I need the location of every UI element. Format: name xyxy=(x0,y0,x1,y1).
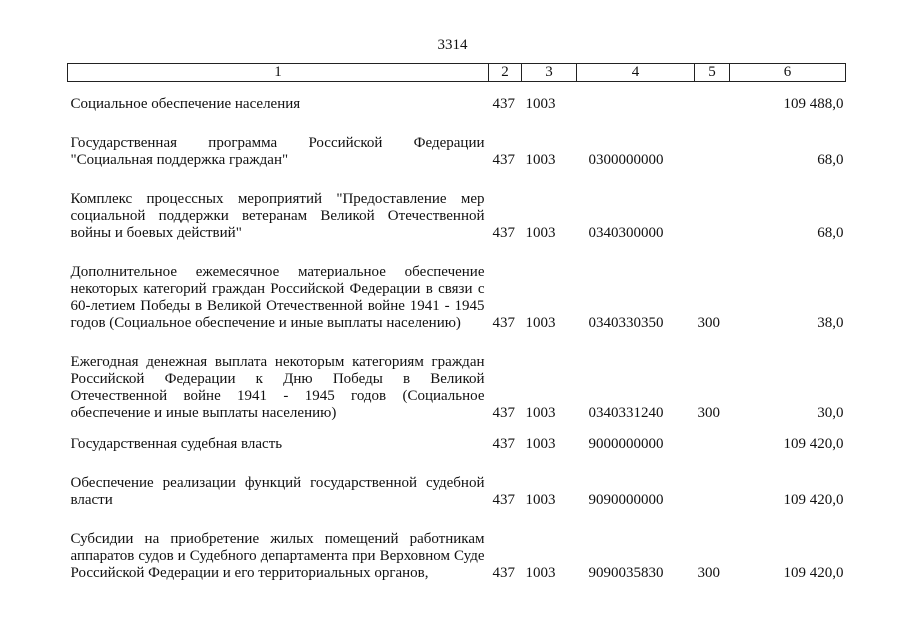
row-sum: 68,0 xyxy=(817,225,844,241)
page-number: 3314 xyxy=(437,37,468,53)
row-ministry: 437 xyxy=(492,492,515,508)
row-name: Субсидии на приобретение жилых помещений работникам аппаратов судов и Судебного департамента при Верховном Суде Российской Федерации и его территориальных органов, xyxy=(70,531,485,581)
row-name: Обеспечение реализации функций государственной судебной власти xyxy=(70,475,485,508)
row-expense-type xyxy=(695,96,730,113)
column-header-sum: 6 xyxy=(730,64,846,82)
row-target-article xyxy=(577,96,695,113)
row-target-article: 0340300000 xyxy=(588,225,664,241)
row-section: 1003 xyxy=(525,436,556,452)
row-target-article: 0300000000 xyxy=(588,152,664,168)
row-target-article: 9090000000 xyxy=(588,492,664,508)
row-expense-type xyxy=(695,135,730,169)
row-name: Социальное обеспечение населения xyxy=(70,96,301,112)
row-ministry: 437 xyxy=(492,405,515,421)
row-name: Государственная судебная власть xyxy=(70,436,283,452)
row-section: 1003 xyxy=(525,152,556,168)
row-name: Комплекс процессных мероприятий "Предоставление мер социальной поддержки ветеранам Великой Отечественной войны и боевых действий" xyxy=(70,191,485,241)
column-header-expense-type: 5 xyxy=(695,64,730,82)
row-sum: 109 488,0 xyxy=(783,96,844,112)
row-ministry: 437 xyxy=(492,225,515,241)
row-name: Ежегодная денежная выплата некоторым категориям граждан Российской Федерации к Дню Победы в Великой Отечественной войне 1941 - 1945 годов (Социальное обеспечение и иные выплаты населению) xyxy=(70,354,485,421)
row-target-article: 9000000000 xyxy=(588,436,664,452)
row-ministry: 437 xyxy=(492,152,515,168)
row-ministry: 437 xyxy=(492,96,515,112)
row-sum: 68,0 xyxy=(817,152,844,168)
row-expense-type: 300 xyxy=(697,315,720,331)
table-row xyxy=(68,264,846,332)
row-section: 1003 xyxy=(525,405,556,421)
table-row xyxy=(68,96,846,113)
table-row xyxy=(68,436,846,453)
row-section: 1003 xyxy=(525,492,556,508)
row-sum: 109 420,0 xyxy=(783,436,844,452)
table-row xyxy=(68,354,846,422)
row-section: 1003 xyxy=(525,565,556,581)
table-row xyxy=(68,191,846,242)
row-section: 1003 xyxy=(525,315,556,331)
row-target-article: 9090035830 xyxy=(588,565,664,581)
table-row xyxy=(68,475,846,509)
table-row xyxy=(68,135,846,169)
row-sum: 109 420,0 xyxy=(783,565,844,581)
row-ministry: 437 xyxy=(492,315,515,331)
row-sum: 109 420,0 xyxy=(783,492,844,508)
row-sum: 38,0 xyxy=(817,315,844,331)
row-name: Государственная программа Российской Федерации "Социальная поддержка граждан" xyxy=(70,135,485,168)
row-expense-type xyxy=(695,475,730,509)
row-ministry: 437 xyxy=(492,565,515,581)
column-header-name: 1 xyxy=(68,64,489,82)
row-section: 1003 xyxy=(525,225,556,241)
column-header-ministry: 2 xyxy=(489,64,522,82)
row-target-article: 0340331240 xyxy=(588,405,664,421)
row-expense-type: 300 xyxy=(697,405,720,421)
row-target-article: 0340330350 xyxy=(588,315,664,331)
budget-table xyxy=(67,63,846,582)
row-sum: 30,0 xyxy=(817,405,844,421)
row-expense-type: 300 xyxy=(697,565,720,581)
column-header-target-article: 4 xyxy=(577,64,695,82)
row-ministry: 437 xyxy=(492,436,515,452)
column-header-section: 3 xyxy=(522,64,577,82)
row-expense-type xyxy=(695,436,730,453)
row-expense-type xyxy=(695,191,730,242)
table-row xyxy=(68,531,846,582)
row-name: Дополнительное ежемесячное материальное обеспечение некоторых категорий граждан Российской Федерации в связи с 60-летием Победы в Великой Отечественной войне 1941 - 1945 годов (Социальное обеспечение и иные выплаты населению) xyxy=(70,264,485,331)
row-section: 1003 xyxy=(525,96,556,112)
table-header xyxy=(68,64,846,82)
